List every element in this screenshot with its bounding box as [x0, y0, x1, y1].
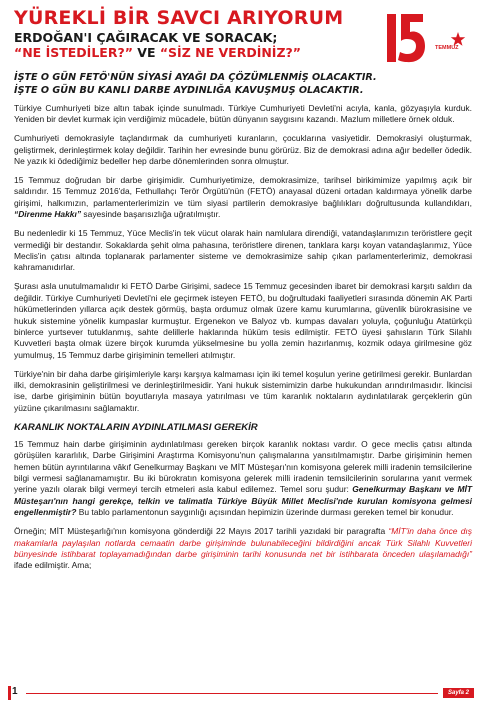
header — [14, 8, 384, 60]
paragraph-2: Cumhuriyeti demokrasiyle taçlandırmak da cumhuriyeti kuranların, çocuklarına vasiyetidir. Demokrasiyi oluşturmak, geliştirmek, derinleştirmek kolay değildir. Tarihin her evresinde bunu görürüz. Biz de demokrasi adına ağır bedeller ödedik. Ne yazık ki ödediğimiz bedeller hep darbe dönemlerinden sonra olmuştur. — [14, 133, 472, 167]
paragraph-8-tail: ifade edilmiştir. Ama; — [14, 560, 92, 571]
paragraph-7 — [14, 439, 472, 519]
paragraph-3-tail: sayesinde başarısızlığa uğratılmıştır. — [81, 209, 221, 220]
lead-line-1: İŞTE O GÜN FETÖ'NÜN SİYASİ AYAĞI DA ÇÖZÜMLENMİŞ OLACAKTIR. — [14, 72, 377, 83]
paragraph-3-emphasis: “Direnme Hakkı” — [14, 209, 82, 220]
paragraph-1: Türkiye Cumhuriyeti bize altın tabak içinde sunulmadı. Türkiye Cumhuriyeti Devleti'ni acıyla, kanla, gözyaşıyla kurduk. Yeniden bir devlet kurmak için verdiğimiz mücadele, bütün dünyanın saygısını kazandı. Mazlum milletlere örnek olduk. — [14, 103, 472, 125]
paragraph-5: Şurası asla unutulmamalıdır ki FETÖ Darbe Girişimi, sadece 15 Temmuz gecesinden ibaret bir demokrasi karşıtı saldırı da değildir. Türkiye Cumhuriyeti Devleti'ni ele geçirmek isteyen FETÖ, bu doğrultudaki faaliyetleri sırasında dönemin AK Parti hükümetlerinden yıllarca açık destek görmüş, başta ordumuz olmak üzere kamu kurumlarına, güvenlik bürokrasisine ve hukuk sistemine yönelik kumpaslar kurmuştur. Ergenekon ve Balyoz vb. kumpas davaları yoluyla, çoğunluğu Atatürkçü binlerce yurtsever tutuklanmış, sahte delillerle haklarında hüküm tesis edilmiştir. FETÖ üyesi şahısların Türk Silahlı Kuvvetleri başta olmak üzere birçok kurumda yükselmesine bu yolla zemin hazırlanmış, kozmik odaya girilmesine göz yumulmuş, 15 Temmuz darbe girişiminin temelleri atılmıştır. — [14, 281, 472, 360]
next-page-tab[interactable]: Sayfa 2 — [443, 688, 474, 698]
subtitle-questions — [14, 45, 384, 60]
footer-divider — [26, 693, 438, 694]
paragraph-4: Bu nedenledir ki 15 Temmuz, Yüce Meclis'in tek vücut olarak hain namlulara direndiği, vatandaşlarımızın teröristlere geçit vermediği bir destandır. Sokaklarda şehit olma pahasına, teröristlere direnen, tanklara karşı koyan vatandaşlarımız, Yüce Meclis'in çatısı altında toplanarak parlamenter sisteme ve demokrasimize sahip çıkan parlamenterlerimiz, demokrasi kahramanıdırlar. — [14, 228, 472, 273]
page-number-marker — [8, 686, 11, 700]
section-heading: KARANLIK NOKTALARIN AYDINLATILMASI GEREKİR — [14, 421, 258, 433]
question-conjunction: VE — [132, 45, 160, 60]
15-temmuz-logo — [385, 8, 475, 68]
logo-caption: TEMMUZ — [435, 45, 459, 51]
paragraph-7-question: Genelkurmay Başkanı ve MİT Müsteşarı'nın hangi gerekçe, telkin ve talimatla Türkiye Büyük Millet Meclisi'nde kurulan komisyona gelmesi engellenmiştir? — [14, 484, 472, 518]
question-1: “NE İSTEDİLER?” — [14, 45, 133, 60]
paragraph-8-text: Örneğin; MİT Müsteşarlığı'nın komisyona gönderdiği 22 Mayıs 2017 tarihli yazıdaki bir paragrafta — [14, 526, 389, 537]
page-number: 1 — [12, 686, 18, 697]
paragraph-7-text: 15 Temmuz hain darbe girişiminin aydınlatılması gereken birçok karanlık noktası vardır. O gece meclis çatısı altında görüşülen kararlılık, Darbe Girişimini Araştırma Komisyonu'nun çalışmalarına yansıtılmamıştır. Darbe girişiminin hemen hemen bütün ayrıntılarına vâkıf Genelkurmay Başkanı ve MİT Müsteşarı'nın komisyona gelerek milli iradenin temsilcilerine bilgi vermesi sağlanamamıştır. Bu iki bürokratın komisyona gelerek milli iradenin temsilcilerinin sorularına yanıt vermek yerine yazılı olarak bilgi vermeyi tercih etmeleri asla kabul edilemez. Temel soru şudur: — [14, 438, 472, 495]
lead-line-2: İŞTE O GÜN BU KANLI DARBE AYDINLIĞA KAVUŞMUŞ OLACAKTIR. — [14, 84, 364, 96]
logo-number — [387, 14, 425, 62]
crescent-icon — [429, 22, 447, 58]
article-body — [14, 72, 472, 579]
page-title: YÜREKLİ BİR SAVCI ARIYORUM — [14, 7, 344, 29]
footer — [0, 686, 486, 702]
subtitle: ERDOĞAN'I ÇAĞIRACAK VE SORACAK; — [14, 30, 278, 45]
paragraph-6: Türkiye'nin bir daha darbe girişimleriyle karşı karşıya kalmaması için iki temel koşulun yerine getirilmesi gerekir. Bunlardan ilki, demokrasinin geliştirilmesi ve derinleştirilmesidir. Yani hukuk sistemimizin darbe hukukundan arındırılmasıdır. İkincisi ise, darbe girişiminin bütün boyutlarıyla masaya yatırılması ve tüm karanlık noktaların aydınlatılarak gerçeklerin gün yüzüne çıkarılmasını sağlamaktır. — [14, 368, 472, 413]
paragraph-3-text: 15 Temmuz doğrudan bir darbe girişimidir. Cumhuriyetimize, demokrasimize, tarihsel birikimimize yapılmış açık bir saldırıdır. 15 Temmuz 2016'da, Fethullahçı Terör Örgütü'nün (FETÖ) anayasal düzeni ortadan kaldırmaya yönelik darbe girişimi, halkımızın, parlamenterlerimizin ve tüm siyasi partilerin demokrasiye bağlılıkları doğrultusunda kullandıkları, — [14, 175, 472, 208]
paragraph-8 — [14, 526, 472, 572]
paragraph-8-quote: “MİT'in daha önce dış makamlarla paylaşılan notlarda cemaatin darbe girişiminde bulunabileceğini bildirdiğini ancak Türk Silahlı Kuvvetleri bünyesinde istihbarat toplayamadığından darbe girişiminin tarihi konusunda net bir istihbarata önceden ulaşılamadığı” — [14, 526, 472, 559]
paragraph-7-tail: Bu tablo parlamentonun saygınlığı açısından hepimizin üzerinde durması gereken temel bir konudur. — [76, 507, 454, 518]
question-2: “SİZ NE VERDİNİZ?” — [159, 45, 301, 60]
paragraph-3 — [14, 175, 472, 221]
star-icon — [451, 32, 465, 46]
